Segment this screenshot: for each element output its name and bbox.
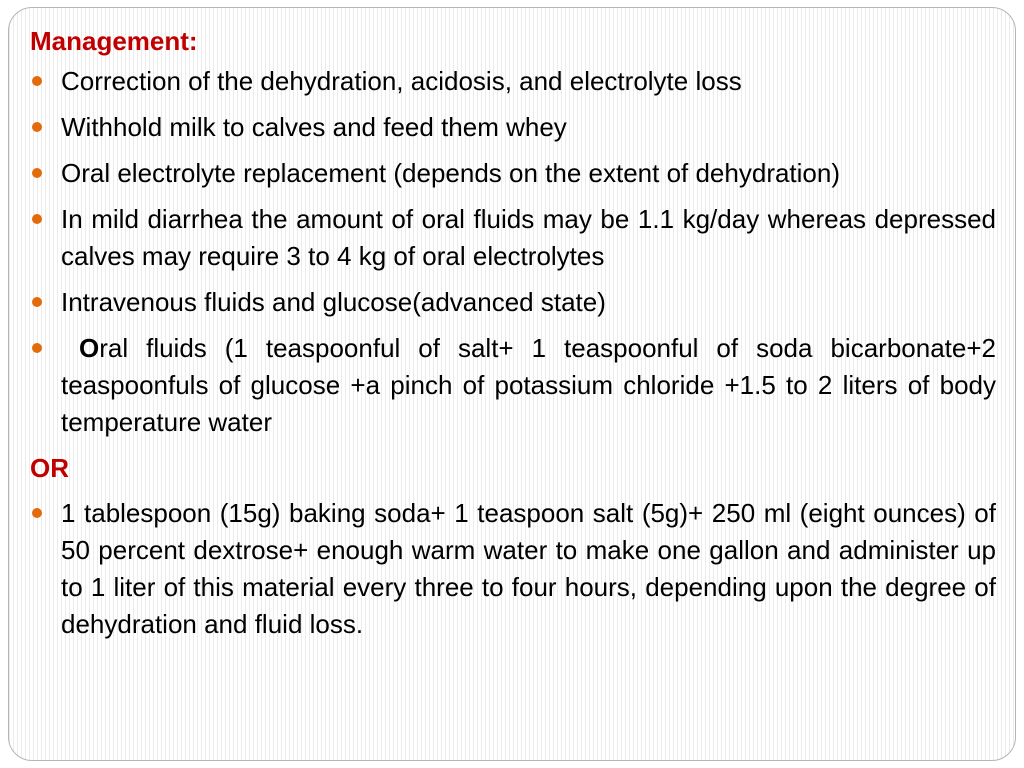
list-item — [30, 155, 996, 192]
bullet-icon — [32, 122, 42, 132]
list-item-alternative — [30, 495, 996, 643]
management-list — [30, 63, 996, 441]
bullet-icon — [32, 214, 42, 224]
list-item-text: In mild diarrhea the amount of oral fluids may be 1.1 kg/day whereas depressed calves may require 3 to 4 kg of oral electrolytes — [61, 204, 996, 271]
oral-fluids-lead-letter: O — [78, 333, 100, 363]
alternative-list — [30, 495, 996, 643]
slide — [8, 7, 1016, 761]
list-item — [30, 63, 996, 100]
oral-fluids-text — [61, 333, 996, 437]
list-item-text: Intravenous fluids and glucose(advanced state) — [61, 287, 606, 317]
or-label: OR — [30, 453, 69, 483]
list-item-oral-fluids — [30, 330, 996, 441]
list-item — [30, 201, 996, 275]
list-item-text: Correction of the dehydration, acidosis, and electrolyte loss — [61, 66, 742, 96]
bullet-icon — [32, 508, 42, 518]
bullet-icon — [32, 343, 42, 353]
bullet-icon — [32, 297, 42, 307]
list-item-text: Withhold milk to calves and feed them whey — [61, 112, 567, 142]
list-item — [30, 109, 996, 146]
slide-content — [30, 23, 996, 652]
management-heading: Management: — [30, 26, 198, 56]
bullet-icon — [32, 168, 42, 178]
list-item — [30, 284, 996, 321]
oral-fluids-rest: ral fluids (1 teaspoonful of salt+ 1 teaspoonful of soda bicarbonate+2 teaspoonfuls of glucose +a pinch of potassium chloride +1.5 to 2 liters of body temperature water — [61, 333, 996, 437]
bullet-icon — [32, 76, 42, 86]
list-item-text: Oral electrolyte replacement (depends on the extent of dehydration) — [61, 158, 841, 188]
alternative-text: 1 tablespoon (15g) baking soda+ 1 teaspoon salt (5g)+ 250 ml (eight ounces) of 50 percent dextrose+ enough warm water to make one gallon and administer up to 1 liter of this material every three to four hours, depending upon the degree of dehydration and fluid loss. — [61, 498, 996, 639]
